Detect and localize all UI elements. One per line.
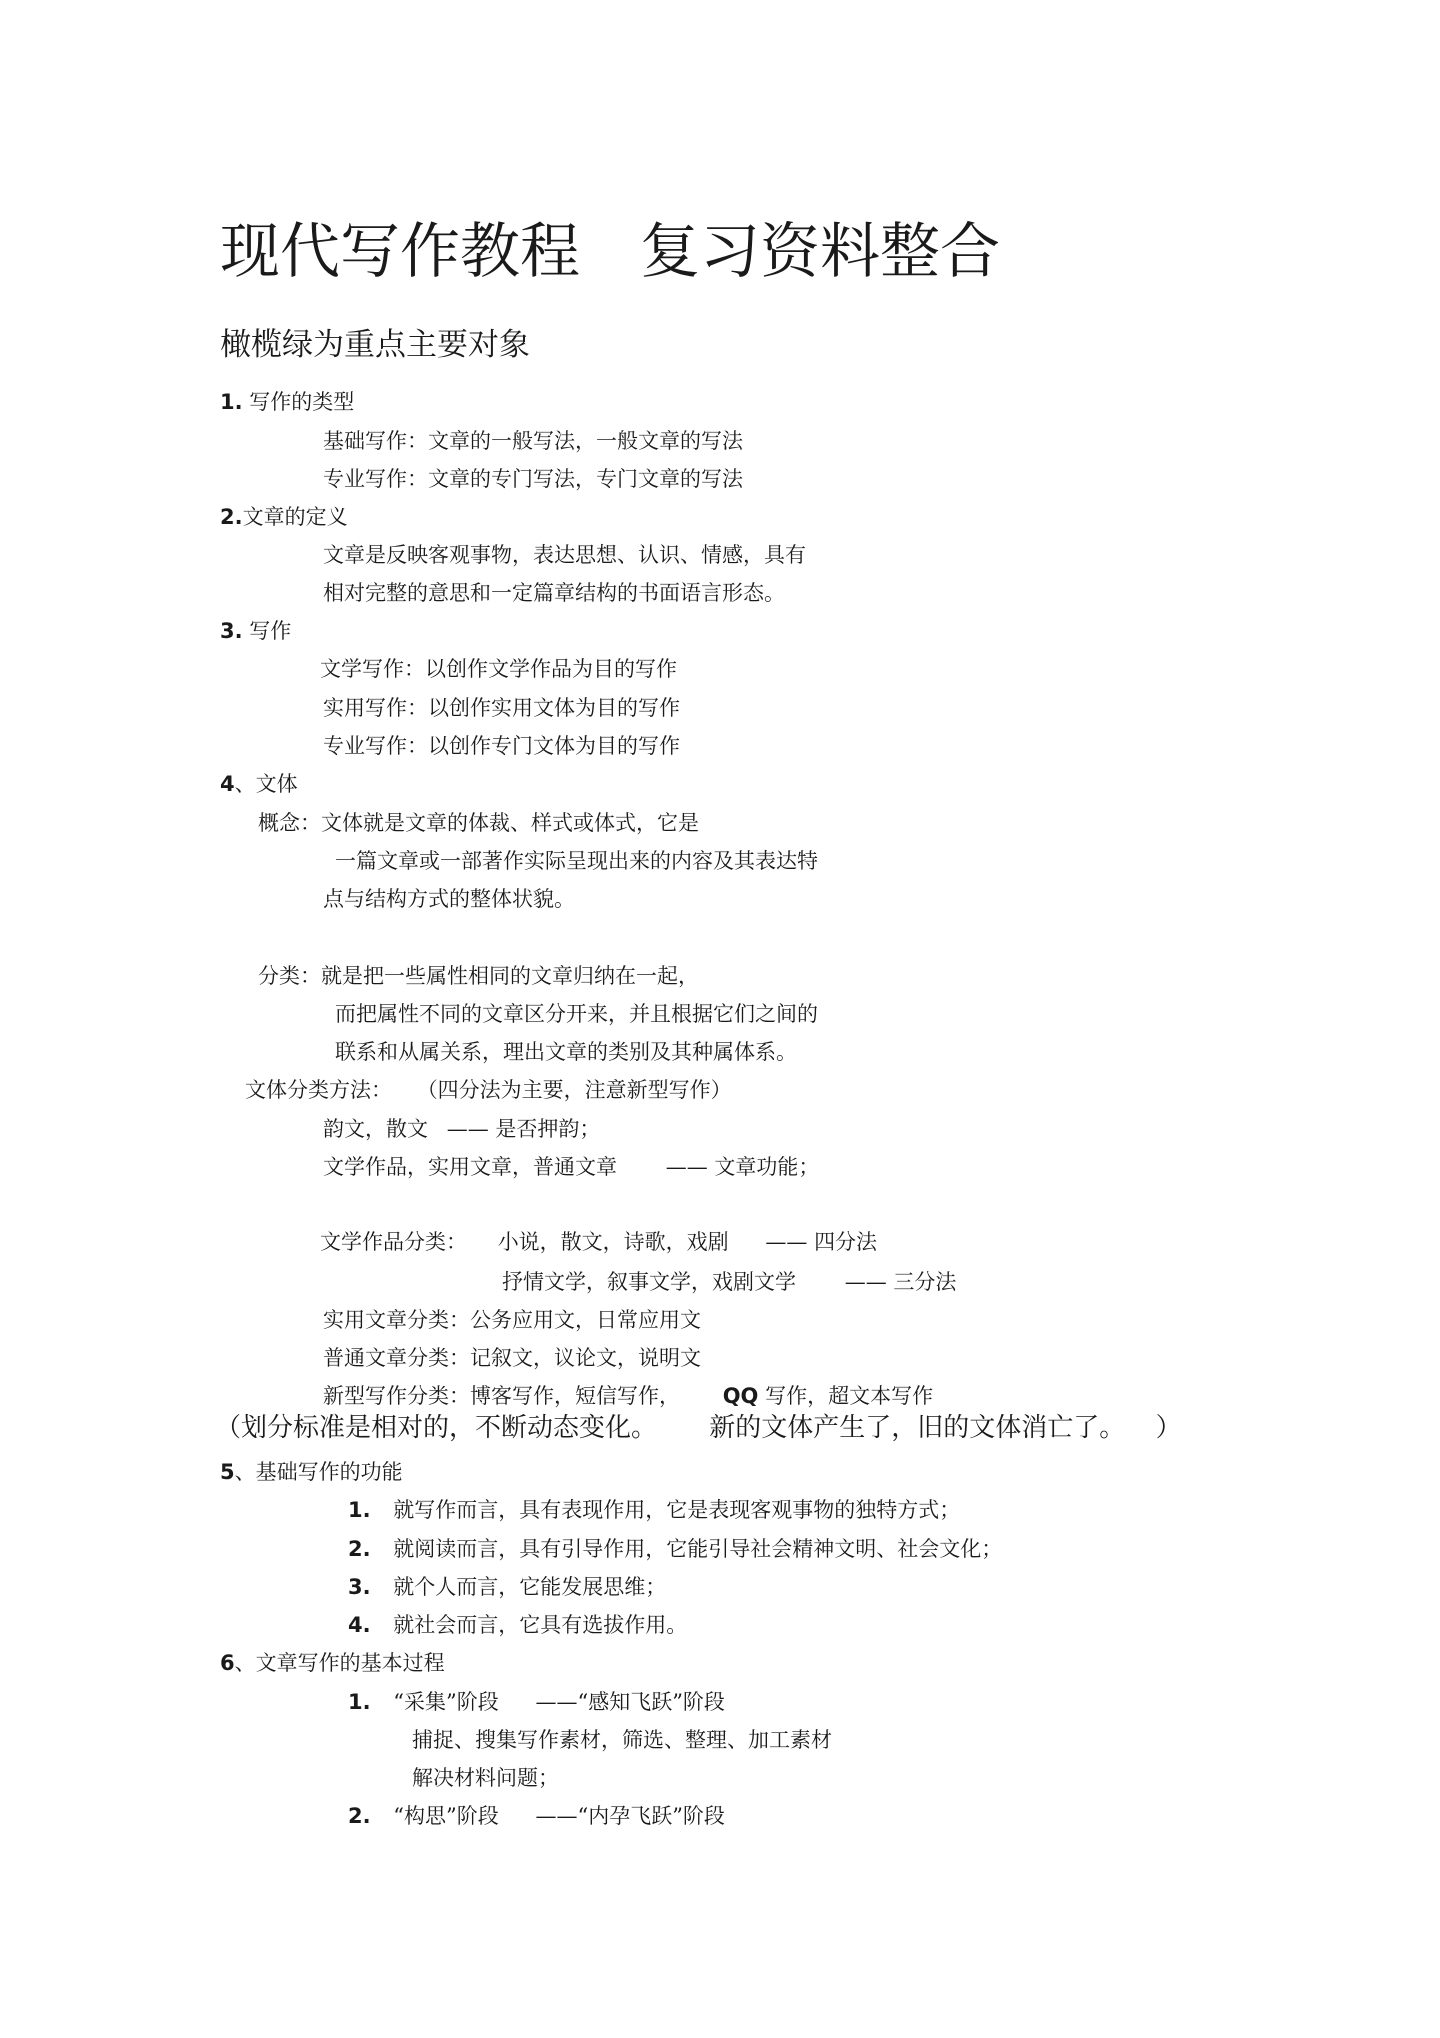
- section-3-heading: [220, 617, 291, 645]
- function-item: [348, 1535, 1002, 1563]
- method-2-basis: 文章功能；: [714, 1155, 820, 1179]
- literature-line-2: [502, 1268, 956, 1296]
- literature-label: 文学作品分类：: [320, 1230, 467, 1254]
- section-2-line-1: 文章是反映客观事物，表达思想、认识、情感，具有: [323, 543, 806, 567]
- function-item-number: 2.: [348, 1537, 371, 1561]
- literature-2-basis: 三分法: [893, 1270, 957, 1294]
- process-item-1-leap: “感知飞跃”阶段: [577, 1690, 725, 1714]
- method-heading-label: 文体分类方法：: [245, 1078, 392, 1102]
- section-4-heading: [220, 770, 298, 798]
- method-2-text: 文学作品，实用文章，普通文章: [323, 1155, 617, 1179]
- section-1-number: 1.: [220, 390, 243, 414]
- function-item-text: 就写作而言，具有表现作用，它是表现客观事物的独特方式；: [393, 1498, 961, 1522]
- process-item-2-stage: “构思”阶段: [393, 1804, 499, 1828]
- section-5-title: 、基础写作的功能: [234, 1460, 403, 1484]
- section-1-line-1: 基础写作：文章的一般写法，一般文章的写法: [323, 429, 743, 453]
- method-line-1: [323, 1115, 600, 1143]
- process-item-1-line-2: 解决材料问题；: [412, 1766, 559, 1790]
- section-3-line-2: 实用写作：以创作实用文体为目的写作: [323, 696, 680, 720]
- relative-note-a: （划分标准是相对的，不断动态变化。: [215, 1413, 658, 1443]
- literature-1-dash: ——: [765, 1230, 808, 1254]
- classify-line-1: 分类：就是把一些属性相同的文章归纳在一起，: [258, 964, 699, 988]
- relative-note-b: 新的文体产生了，旧的文体消亡了。: [709, 1413, 1126, 1443]
- section-4-number: 4: [220, 772, 235, 796]
- new-type-text: 新型写作分类：博客写作，短信写作，: [323, 1384, 680, 1408]
- literature-1-text: 小说，散文，诗歌，戏剧: [497, 1230, 729, 1254]
- title-part2: 复习资料整合: [640, 217, 1000, 287]
- section-6-heading: [220, 1649, 445, 1677]
- section-1-heading: [220, 388, 354, 416]
- method-1-dash: ——: [446, 1117, 489, 1141]
- process-item-1-line-1: 捕捉、搜集写作素材，筛选、整理、加工素材: [412, 1728, 832, 1752]
- section-4-title: 、文体: [234, 772, 298, 796]
- section-6-title: 、文章写作的基本过程: [234, 1651, 445, 1675]
- section-5-heading: [220, 1458, 403, 1486]
- function-item: [348, 1573, 666, 1601]
- method-line-2: [323, 1153, 819, 1181]
- method-2-dash: ——: [665, 1155, 708, 1179]
- process-item-2-dash: ——: [535, 1804, 578, 1828]
- method-1-basis: 是否押韵；: [495, 1117, 601, 1141]
- section-3-line-1: 文学写作：以创作文学作品为目的写作: [320, 657, 677, 681]
- classify-line-3: 联系和从属关系，理出文章的类别及其种属体系。: [335, 1040, 797, 1064]
- section-1-title: 写作的类型: [249, 390, 355, 414]
- title-part1: 现代写作教程: [220, 217, 580, 287]
- section-2-heading: [220, 503, 348, 531]
- classify-line-2: 而把属性不同的文章区分开来，并且根据它们之间的: [335, 1002, 818, 1026]
- process-item-1-number: 1.: [348, 1690, 371, 1714]
- literature-2-dash: ——: [844, 1270, 887, 1294]
- section-3-title: 写作: [249, 619, 292, 643]
- section-2-line-2: 相对完整的意思和一定篇章结构的书面语言形态。: [323, 581, 785, 605]
- new-type-line: [323, 1382, 933, 1410]
- section-3-number: 3.: [220, 619, 243, 643]
- method-heading-note: （四分法为主要，注意新型写作）: [416, 1078, 732, 1102]
- section-2-number: 2.: [220, 505, 243, 529]
- section-3-line-3: 专业写作：以创作专门文体为目的写作: [323, 734, 680, 758]
- function-item-number: 3.: [348, 1575, 371, 1599]
- practical-line: 实用文章分类：公务应用文，日常应用文: [323, 1308, 701, 1332]
- section-6-number: 6: [220, 1651, 235, 1675]
- page-subtitle: 橄榄绿为重点主要对象: [220, 327, 530, 363]
- relative-note: [215, 1411, 1182, 1445]
- process-item-1-stage: “采集”阶段: [393, 1690, 499, 1714]
- function-item-number: 1.: [348, 1498, 371, 1522]
- literature-2-text: 抒情文学，叙事文学，戏剧文学: [502, 1270, 796, 1294]
- new-type-rest: 写作，超文本写作: [765, 1384, 934, 1408]
- new-type-qq: QQ: [722, 1384, 759, 1408]
- function-item-text: 就阅读而言，具有引导作用，它能引导社会精神文明、社会文化；: [393, 1537, 1003, 1561]
- function-item-number: 4.: [348, 1613, 371, 1637]
- function-item: [348, 1611, 687, 1639]
- literature-line-1: [320, 1228, 877, 1256]
- function-item: [348, 1496, 960, 1524]
- section-2-title: 文章的定义: [242, 505, 348, 529]
- literature-1-basis: 四分法: [814, 1230, 878, 1254]
- method-heading: [245, 1076, 732, 1104]
- section-5-number: 5: [220, 1460, 235, 1484]
- process-item-1: [348, 1688, 725, 1716]
- relative-note-c: ）: [1155, 1413, 1182, 1443]
- concept-line-3: 点与结构方式的整体状貌。: [323, 887, 575, 911]
- function-item-text: 就个人而言，它能发展思维；: [393, 1575, 667, 1599]
- function-item-text: 就社会而言，它具有选拔作用。: [393, 1613, 688, 1637]
- section-1-line-2: 专业写作：文章的专门写法，专门文章的写法: [323, 467, 743, 491]
- process-item-2-number: 2.: [348, 1804, 371, 1828]
- process-item-2-leap: “内孕飞跃”阶段: [577, 1804, 725, 1828]
- process-item-2: [348, 1802, 725, 1830]
- concept-line-1: 概念：文体就是文章的体裁、样式或体式，它是: [258, 811, 699, 835]
- process-item-1-dash: ——: [535, 1690, 578, 1714]
- normal-line: 普通文章分类：记叙文，议论文，说明文: [323, 1346, 701, 1370]
- page-title: [220, 215, 1000, 289]
- method-1-text: 韵文，散文: [323, 1117, 428, 1141]
- concept-line-2: 一篇文章或一部著作实际呈现出来的内容及其表达特: [335, 849, 818, 873]
